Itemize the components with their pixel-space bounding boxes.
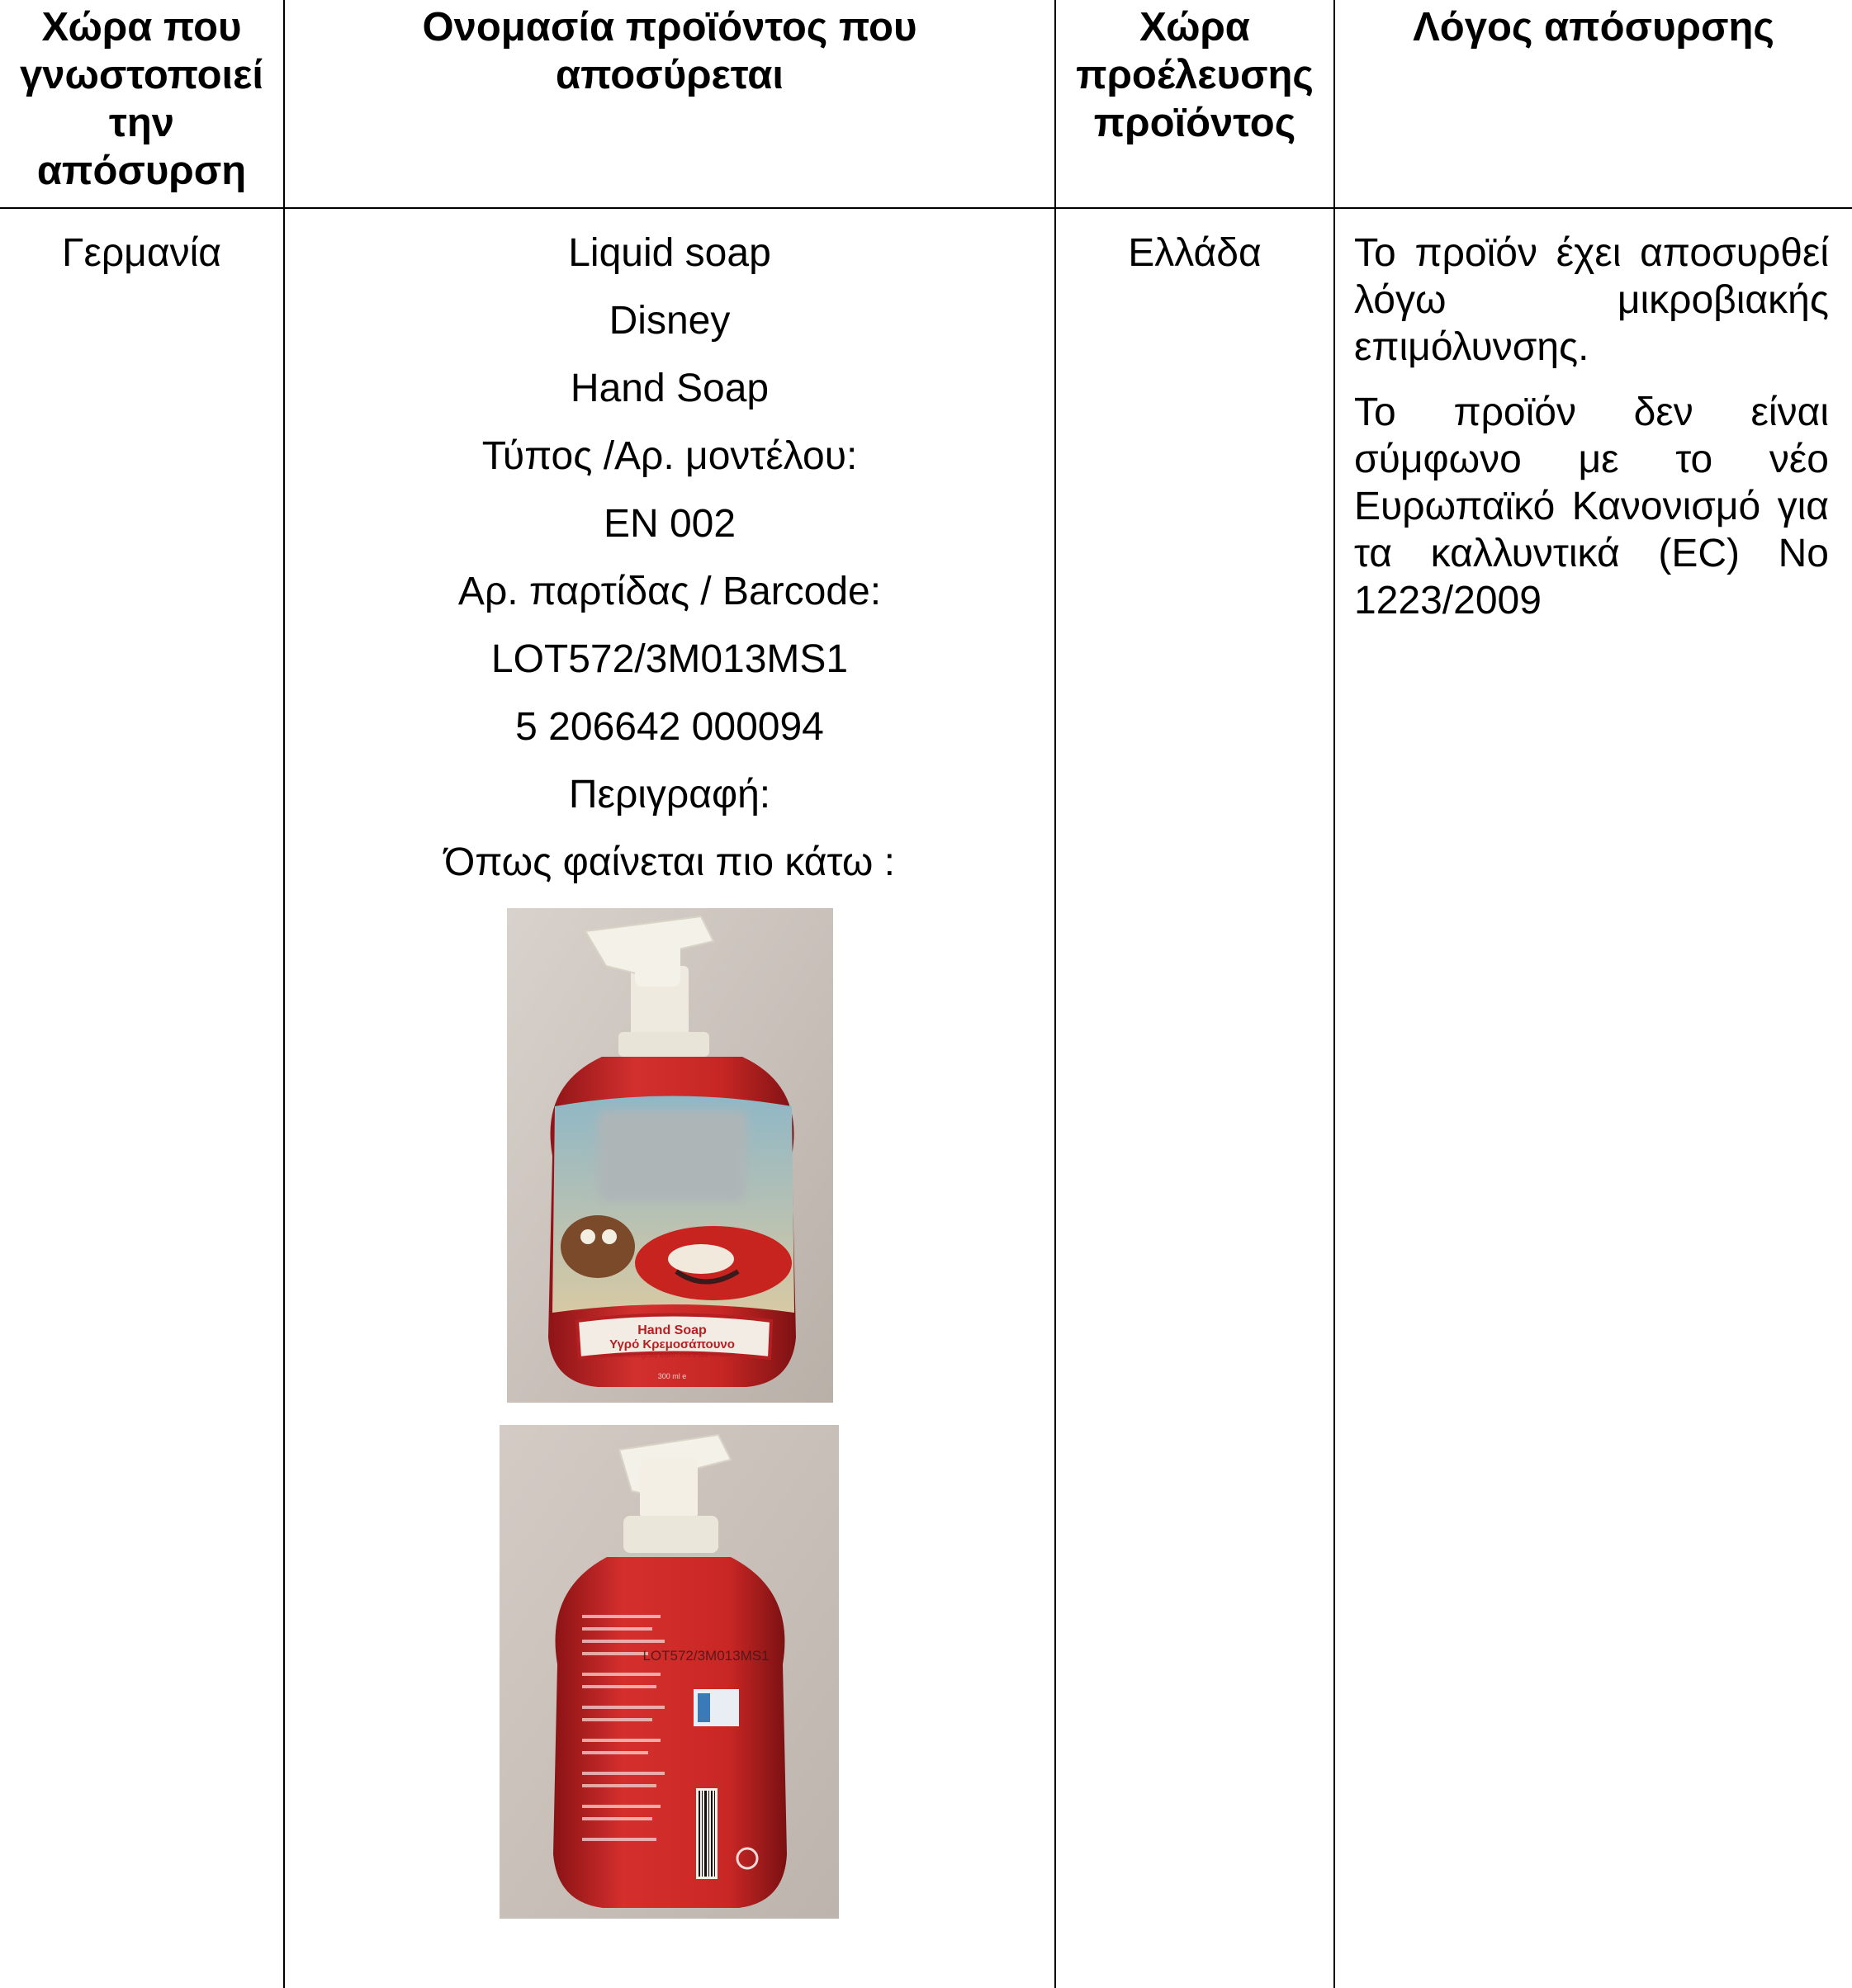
header-origin-country: [1056, 3, 1333, 147]
product-line: Αρ. παρτίδας / Barcode:: [457, 570, 882, 613]
product-line: Liquid soap: [568, 231, 771, 275]
header-line: γνωστοποιεί: [19, 53, 264, 97]
product-line: Περιγραφή:: [568, 773, 771, 816]
cell-notifying-country: [0, 220, 283, 287]
header-line: προϊόντος: [1093, 101, 1296, 145]
notifying-country-value: Γερμανία: [62, 231, 221, 275]
bottle-volume-text: 300 ml e: [657, 1372, 687, 1380]
bottle-label-text: microbiologically tested - mild & safe for skin: [615, 1353, 729, 1359]
header-line: Χώρα που: [41, 5, 242, 50]
cell-origin-country: [1056, 220, 1333, 287]
reason-paragraph: Το προϊόν έχει αποσυρθεί λόγω μικροβιακής επιμόλυνσης.: [1354, 231, 1829, 369]
column-divider: [1333, 0, 1335, 1988]
cell-reason: [1354, 230, 1829, 642]
product-line: Τύπος /Αρ. μοντέλου:: [481, 434, 858, 478]
header-line: απόσυρση: [36, 149, 247, 193]
header-line: προέλευσης: [1076, 53, 1314, 97]
cell-product-name: [285, 220, 1054, 897]
soap-bottle-front-image: [507, 908, 833, 1403]
product-line: Hand Soap: [570, 367, 770, 410]
column-divider: [1054, 0, 1056, 1988]
bottle-label-text: Υγρό Κρεμοσάπουνο: [609, 1337, 735, 1351]
product-photo-back: [500, 1425, 839, 1919]
header-product-name: [285, 3, 1054, 99]
header-line: την: [108, 101, 175, 145]
bottle-label-text: Hand Soap: [637, 1323, 707, 1337]
header-line: Χώρα: [1139, 5, 1250, 50]
product-line: LOT572/3M013MS1: [490, 637, 849, 681]
origin-country-value: Ελλάδα: [1128, 231, 1262, 275]
header-divider: [0, 207, 1852, 209]
header-line: αποσύρεται: [555, 53, 784, 97]
product-photo-front: [507, 908, 833, 1403]
product-line: EN 002: [603, 502, 737, 546]
header-notifying-country: [0, 3, 283, 195]
header-reason: [1335, 3, 1852, 51]
reason-paragraph: Το προϊόν δεν είναι σύμφωνο με το νέο Ευρωπαϊκό Κανονισμό για τα καλλυντικά (EC) No 1223/2009: [1354, 390, 1829, 622]
product-line: 5 206642 000094: [515, 705, 824, 749]
header-line: Ονομασία προϊόντος που: [422, 5, 917, 50]
product-line: Disney: [609, 299, 731, 343]
product-line: Όπως φαίνεται πιο κάτω :: [444, 840, 895, 884]
soap-bottle-back-image: [500, 1425, 839, 1919]
header-line: Λόγος απόσυρσης: [1413, 5, 1774, 50]
lot-print-text: LOT572/3M013MS1: [642, 1648, 770, 1664]
